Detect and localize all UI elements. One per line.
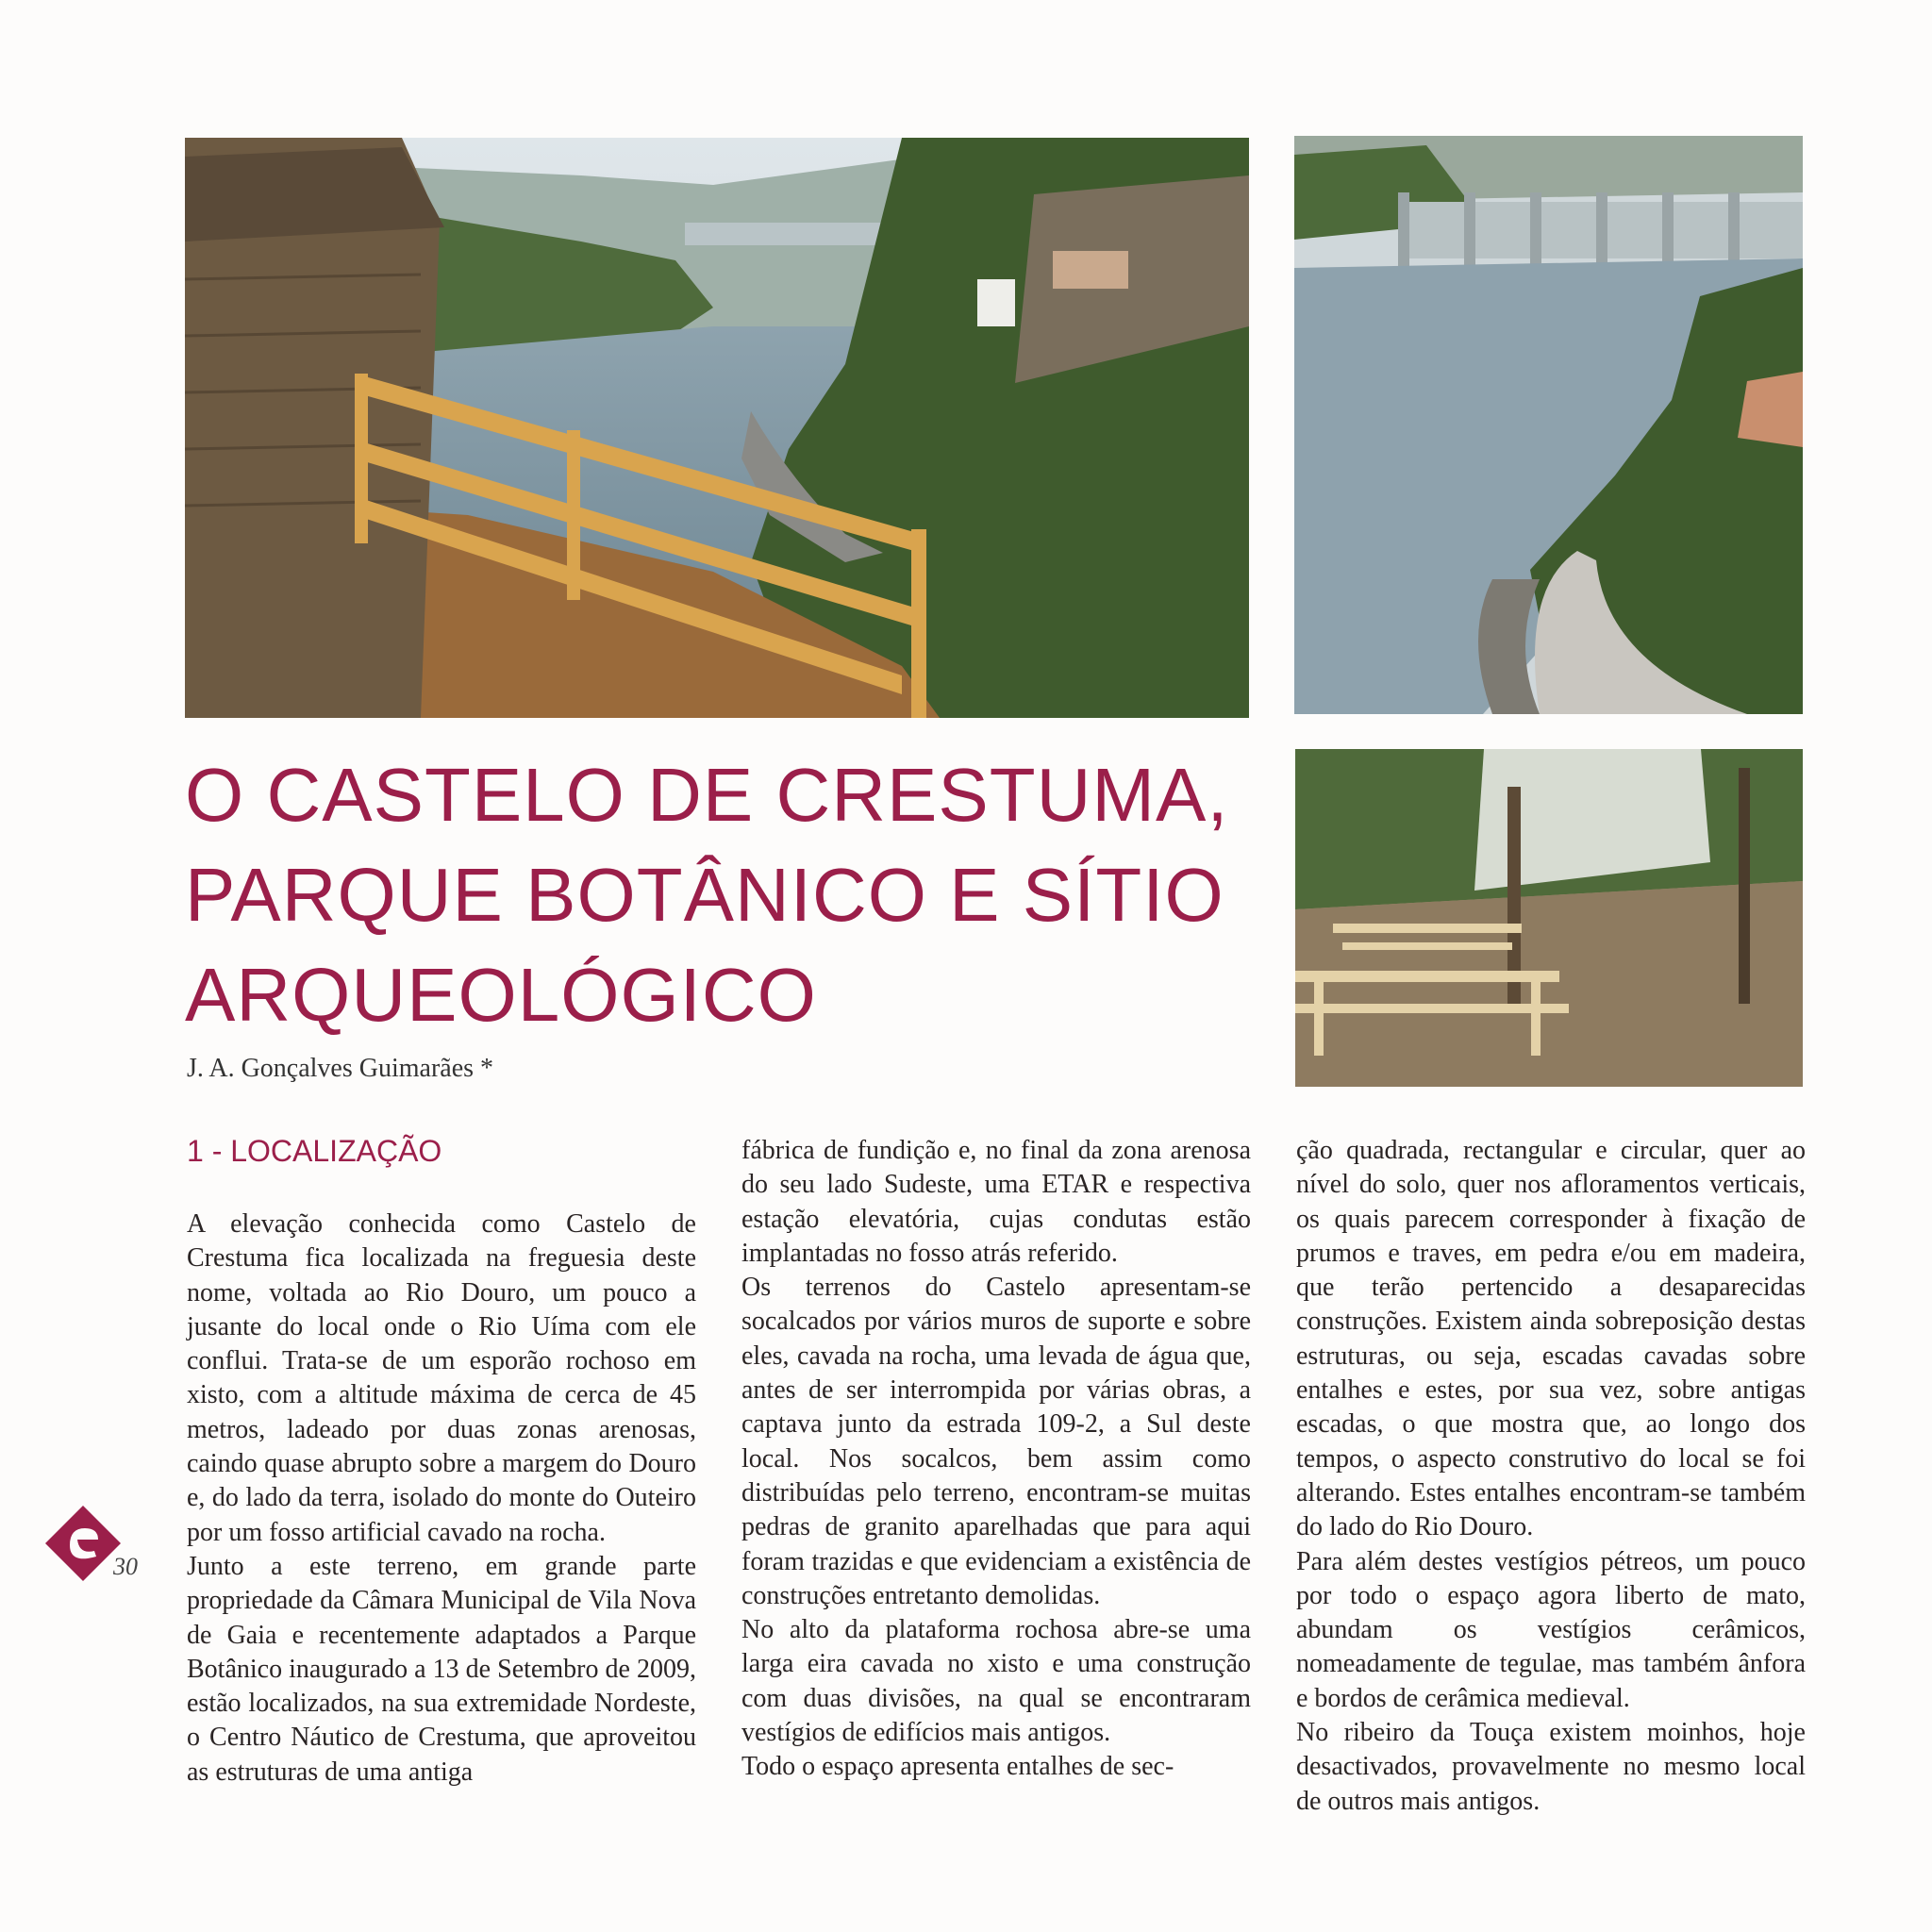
- page-number: 30: [113, 1553, 138, 1580]
- article-title: [185, 745, 1241, 1045]
- photo-picnic-park: [1295, 749, 1803, 1087]
- paragraph: Todo o espaço apresenta entalhes de sec-: [741, 1752, 1174, 1782]
- paragraph: No alto da plataforma rochosa abre-se uma larga eira cavada no xisto e uma construção com duas divisões, na qual se encontraram vestígios de edifícios mais antigos.: [741, 1615, 1251, 1748]
- photo-river-viewpoint: [185, 138, 1249, 718]
- title-line: O CASTELO DE CRESTUMA,: [185, 753, 1229, 837]
- title-line: PARQUE BOTÂNICO E SÍTIO: [185, 853, 1224, 937]
- photo-dam-and-road: [1294, 136, 1803, 714]
- paragraph: No ribeiro da Touça existem moinhos, hoje desactivados, provavelmente no mesmo local de outros mais antigos.: [1296, 1718, 1806, 1816]
- paragraph: Para além destes vestígios pétreos, um pouco por todo o espaço agora liberto de mato, abundam os vestígios cerâmicos, nomeadamente de tegulae, mas também ânfora e bordos de cerâmica medieval.: [1296, 1546, 1806, 1713]
- paragraph: Junto a este terreno, em grande parte propriedade da Câmara Municipal de Vila Nova de Gaia e recentemente adaptados a Parque Botânico inaugurado a 13 de Setembro de 2009, estão localizados, na sua extremidade Nordeste, o Centro Náutico de Crestuma, que aproveitou as estruturas de uma antiga: [187, 1551, 696, 1787]
- text-column-2: [741, 1134, 1251, 1785]
- paragraph: A elevação conhecida como Castelo de Crestuma fica localizada na freguesia deste nome, voltada ao Rio Douro, um pouco a jusante do local onde o Rio Uíma com ele conflui. Trata-se de um esporão rochoso em xisto, com a altitude máxima de cerca de 45 metros, ladeado por duas zonas arenosas, caindo quase abrupto sobre a margem do Douro e, do lado da terra, isolado do monte do Outeiro por um fosso artificial cavado na rocha.: [187, 1209, 696, 1547]
- paragraph: ção quadrada, rectangular e circular, quer ao nível do solo, quer nos afloramentos verticais, os quais parecem corresponder à fixação de prumos e traves, em pedra e/ou em madeira, que terão pertencido a desaparecidas construções. Existem ainda sobreposição destas estruturas, ou seja, escadas cavadas sobre entalhes e estes, por sua vez, sobre antigas escadas, o que mostra que, ao longo dos tempos, o aspecto construtivo do local se foi alterando. Estes entalhes encontram-se também do lado do Rio Douro.: [1296, 1136, 1806, 1542]
- title-line: ARQUEOLÓGICO: [185, 953, 817, 1037]
- author-byline: J. A. Gonçalves Guimarães *: [187, 1054, 494, 1083]
- text-column-1: [187, 1132, 696, 1790]
- paragraph: Os terrenos do Castelo apresentam-se socalcados por vários muros de suporte e sobre eles, cavada na rocha, uma levada de água que, antes de ser interrompida por várias obras, a captava junto da estrada 109-2, a Sul deste local. Nos socalcos, bem assim como distribuídas pelo terreno, encontram-se muitas pedras de granito aparelhadas que para aqui foram trazidas e que evidenciam a existência de construções entretanto demolidas.: [741, 1273, 1251, 1610]
- section-heading: 1 - LOCALIZAÇÃO: [187, 1134, 442, 1168]
- paragraph: fábrica de fundição e, no final da zona arenosa do seu lado Sudeste, uma ETAR e respectiva estação elevatória, cujas condutas estão implantadas no fosso atrás referido.: [741, 1136, 1251, 1268]
- magazine-logo-icon: [42, 1502, 125, 1585]
- text-column-3: [1296, 1134, 1806, 1819]
